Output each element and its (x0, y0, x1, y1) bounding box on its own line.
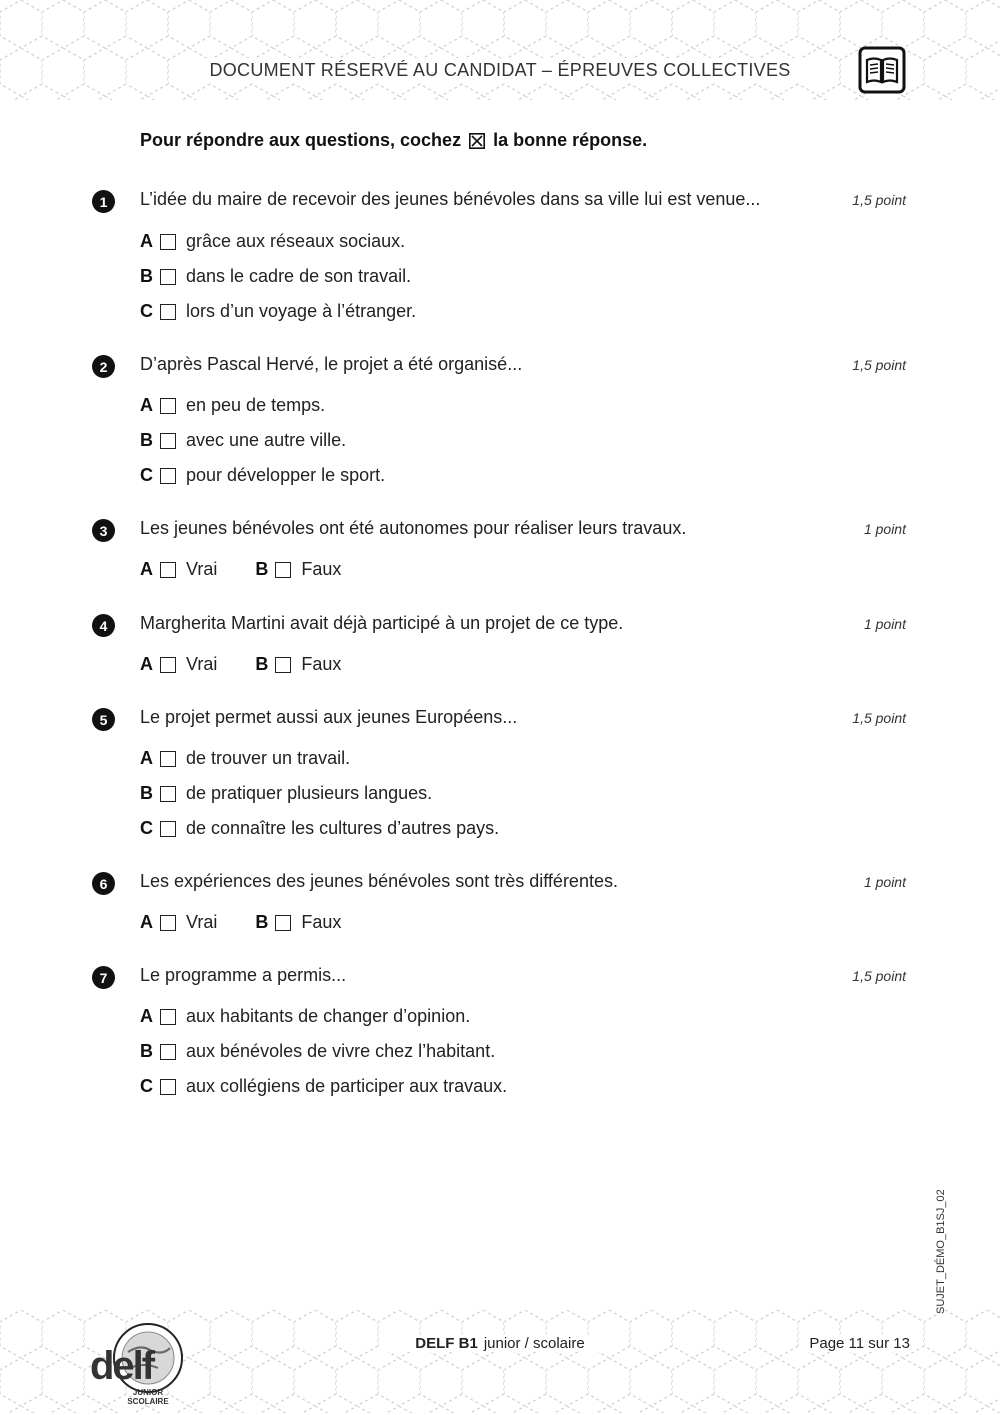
option-letter: C (140, 818, 153, 838)
delf-logo (88, 1318, 188, 1410)
option-a (140, 559, 217, 580)
option-text: Faux (301, 559, 342, 579)
question-text: Le projet permet aussi aux jeunes Européens... (140, 707, 518, 727)
answer-checkbox[interactable] (275, 562, 291, 578)
option-letter: C (140, 301, 153, 321)
page-number: Page 11 sur 13 (800, 1335, 910, 1352)
answer-checkbox[interactable] (160, 786, 176, 802)
document-code (934, 1189, 948, 1315)
question-number: 1 (92, 190, 115, 213)
option-letter: A (140, 395, 153, 415)
header-hex-pattern (0, 0, 1000, 100)
option-text: avec une autre ville. (186, 430, 347, 450)
question-text: Les expériences des jeunes bénévoles sont très différentes. (140, 871, 618, 891)
page-header-title: DOCUMENT RÉSERVÉ AU CANDIDAT – ÉPREUVES COLLECTIVES (190, 58, 810, 83)
delf-logo-subtitle: JUNIOR SCOLAIRE (127, 1388, 169, 1406)
option-text: aux bénévoles de vivre chez l’habitant. (186, 1041, 496, 1061)
question-text: Les jeunes bénévoles ont été autonomes pour réaliser leurs travaux. (140, 518, 687, 538)
question-points: 1,5 point (852, 968, 906, 984)
option-text: pour développer le sport. (186, 465, 386, 485)
question-7 (92, 965, 906, 1104)
option-letter: A (140, 748, 153, 768)
footer-exam-variant: junior / scolaire (483, 1335, 585, 1352)
option-c (140, 294, 906, 329)
option-letter: B (255, 654, 269, 674)
answer-checkbox[interactable] (160, 915, 176, 931)
answer-checkbox[interactable] (160, 398, 176, 414)
option-b (140, 776, 906, 811)
true-false-options (140, 647, 906, 682)
option-c (140, 458, 906, 493)
true-false-options (140, 552, 906, 587)
option-b (255, 654, 341, 675)
answer-checkbox[interactable] (160, 1009, 176, 1025)
question-number: 3 (92, 519, 115, 542)
question-number: 4 (92, 614, 115, 637)
option-text: aux collégiens de participer aux travaux. (186, 1076, 508, 1096)
option-letter: B (255, 912, 269, 932)
question-number: 5 (92, 708, 115, 731)
question-points: 1,5 point (852, 357, 906, 373)
option-text: de connaître les cultures d’autres pays. (186, 818, 500, 838)
option-b (255, 559, 341, 580)
option-b (140, 423, 906, 458)
option-c (140, 811, 906, 846)
question-2 (92, 354, 906, 493)
option-a (140, 999, 906, 1034)
question-3 (92, 518, 906, 587)
option-letter: A (140, 654, 153, 674)
option-b (255, 912, 341, 933)
option-text: aux habitants de changer d’opinion. (186, 1006, 471, 1026)
option-a (140, 388, 906, 423)
option-c (140, 1069, 906, 1104)
option-letter: C (140, 465, 153, 485)
question-6 (92, 871, 906, 940)
option-text: Vrai (186, 912, 218, 932)
question-points: 1,5 point (852, 710, 906, 726)
option-a (140, 741, 906, 776)
question-points: 1 point (863, 874, 906, 890)
question-number: 2 (92, 355, 115, 378)
option-letter: C (140, 1076, 153, 1096)
option-letter: B (255, 559, 269, 579)
question-1 (92, 189, 906, 329)
option-text: de pratiquer plusieurs langues. (186, 783, 433, 803)
option-letter: A (140, 559, 153, 579)
option-letter: B (140, 266, 153, 286)
question-points: 1 point (863, 521, 906, 537)
question-text: D’après Pascal Hervé, le projet a été organisé... (140, 354, 523, 374)
option-letter: A (140, 1006, 153, 1026)
option-text: Faux (301, 654, 342, 674)
answer-checkbox[interactable] (160, 304, 176, 320)
option-text: Vrai (186, 559, 218, 579)
true-false-options (140, 905, 906, 940)
option-text: Faux (301, 912, 342, 932)
question-text: L’idée du maire de recevoir des jeunes bénévoles dans sa ville lui est venue... (140, 189, 761, 209)
option-b (140, 259, 906, 294)
footer-exam-label (380, 1335, 620, 1352)
option-text: dans le cadre de son travail. (186, 266, 412, 286)
option-text: de trouver un travail. (186, 748, 351, 768)
option-text: en peu de temps. (186, 395, 326, 415)
option-letter: A (140, 231, 153, 251)
instruction-line (140, 130, 647, 151)
option-a (140, 912, 217, 933)
document-code-text: SUJET_DÉMO_B1SJ_02 (935, 1189, 947, 1314)
question-points: 1 point (863, 616, 906, 632)
answer-checkbox[interactable] (160, 821, 176, 837)
answer-checkbox[interactable] (160, 751, 176, 767)
delf-logo-text: delf (90, 1344, 154, 1388)
option-letter: A (140, 912, 153, 932)
checked-box-icon (469, 133, 485, 149)
question-4 (92, 613, 906, 682)
option-a (140, 654, 217, 675)
option-letter: B (140, 430, 153, 450)
footer-exam-name: DELF B1 (415, 1335, 478, 1352)
option-letter: B (140, 1041, 153, 1061)
option-text: lors d’un voyage à l’étranger. (186, 301, 417, 321)
answer-checkbox[interactable] (160, 234, 176, 250)
answer-checkbox[interactable] (275, 915, 291, 931)
answer-checkbox[interactable] (160, 269, 176, 285)
answer-checkbox[interactable] (275, 657, 291, 673)
question-5 (92, 707, 906, 846)
instruction-text-after: la bonne réponse. (493, 130, 648, 150)
option-text: grâce aux réseaux sociaux. (186, 231, 406, 251)
question-points: 1,5 point (852, 192, 906, 208)
question-number: 6 (92, 872, 115, 895)
answer-checkbox[interactable] (160, 468, 176, 484)
answer-checkbox[interactable] (160, 1079, 176, 1095)
answer-checkbox[interactable] (160, 433, 176, 449)
instruction-text-before: Pour répondre aux questions, cochez (140, 130, 462, 150)
answer-checkbox[interactable] (160, 657, 176, 673)
question-text: Le programme a permis... (140, 965, 347, 985)
open-book-icon (858, 46, 906, 94)
option-text: Vrai (186, 654, 218, 674)
option-letter: B (140, 783, 153, 803)
question-number: 7 (92, 966, 115, 989)
option-a (140, 224, 906, 259)
answer-checkbox[interactable] (160, 1044, 176, 1060)
question-text: Margherita Martini avait déjà participé à un projet de ce type. (140, 613, 624, 633)
option-b (140, 1034, 906, 1069)
answer-checkbox[interactable] (160, 562, 176, 578)
